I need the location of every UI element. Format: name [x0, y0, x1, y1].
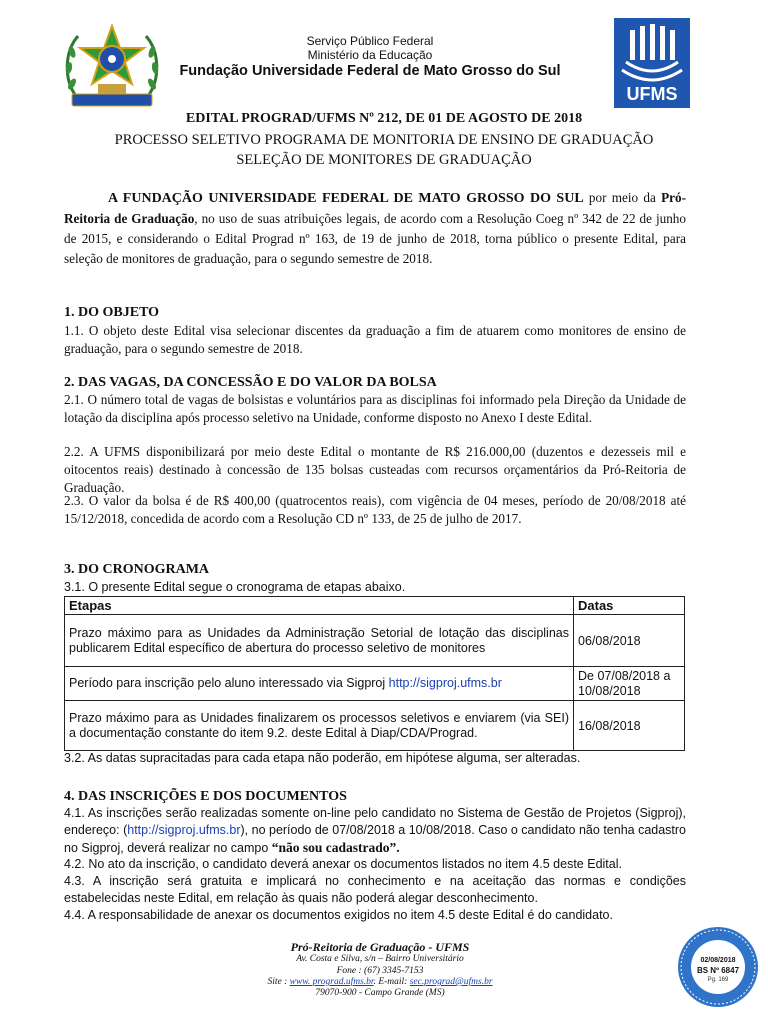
intro-text-1: por meio da: [583, 190, 662, 205]
edital-subtitle-1: PROCESSO SELETIVO PROGRAMA DE MONITORIA DE ENSINO DE GRADUAÇÃO: [114, 132, 654, 148]
table-cell-date: 06/08/2018: [574, 615, 685, 667]
section-2-heading: 2. DAS VAGAS, DA CONCESSÃO E DO VALOR DA BOLSA: [64, 375, 437, 390]
footer-site-link[interactable]: www. prograd.ufms.br: [289, 977, 374, 987]
table-header-row: [65, 597, 685, 615]
table-header-datas: Datas: [574, 597, 685, 615]
footer-email-label: . E-mail:: [373, 977, 410, 987]
section-4-p1: [64, 805, 686, 857]
section-3-heading: 3. DO CRONOGRAMA: [64, 562, 210, 577]
intro-paragraph: [64, 188, 686, 269]
ufms-logo: [612, 16, 692, 110]
table-cell-stage: [65, 667, 574, 701]
section-4-p3: 4.3. A inscrição será gratuita e implicará no conhecimento e na aceitação das normas e condições estabelecidas neste Edital, em relação às quais não poderá alegar desconhecimento.: [64, 874, 686, 905]
edital-subtitle-2: SELEÇÃO DE MONITORES DE GRADUAÇÃO: [236, 152, 532, 168]
table-cell-stage: Prazo máximo para as Unidades da Administração Setorial de lotação das disciplinas publicarem Edital específico de abertura do processo seletivo de monitores: [65, 615, 574, 667]
cronograma-table: [64, 596, 685, 751]
sigproj-link[interactable]: http://sigproj.ufms.br: [127, 823, 241, 837]
table-cell-date: De 07/08/2018 a 10/08/2018: [574, 667, 685, 701]
intro-bold-prograd: Pró-Reitoria de Graduação: [64, 190, 686, 226]
edital-title: EDITAL PROGRAD/UFMS Nº 212, DE 01 DE AGOSTO DE 2018: [185, 111, 583, 126]
table-row: [65, 701, 685, 751]
stamp-bs: BS Nº 6847: [696, 966, 740, 975]
section-3-p1: 3.1. O presente Edital segue o cronograma de etapas abaixo.: [64, 580, 406, 594]
section-4-p2: 4.2. No ato da inscrição, o candidato deverá anexar os documentos listados no item 4.5 deste Edital.: [64, 857, 622, 871]
section-4-p1-text-b: ), no período de 07/08/2018 a 10/08/2018. Caso o candidato não tenha cadastro no Sigproj, deverá realizar no campo: [64, 823, 687, 855]
header-ministry: Ministério da Educação: [307, 48, 433, 62]
section-1-heading: 1. DO OBJETO: [64, 305, 160, 320]
footer-cep: 79070-900 - Campo Grande (MS): [315, 988, 445, 998]
table-header-etapas: Etapas: [65, 597, 574, 615]
section-2-p2: 2.2. A UFMS disponibilizará por meio deste Edital o montante de R$ 216.000,00 (duzentos e dezesseis mil e oitocentos reais) destinado à concessão de 135 bolsas custeadas com recursos orçamentários da Pró-Reitoria de Graduação.: [64, 444, 686, 495]
ufms-logo-text: UFMS: [626, 84, 678, 104]
section-2-p3: 2.3. O valor da bolsa é de R$ 400,00 (quatrocentos reais), com vigência de 04 meses, período de 20/08/2018 até 15/12/2018, concedida de acordo com a Resolução CD nº 133, de 25 de julho de 2017.: [64, 493, 686, 526]
footer-contact: [230, 977, 530, 987]
table-cell-date: 16/08/2018: [574, 701, 685, 751]
table-row: [65, 667, 685, 701]
intro-text-2: , no uso de suas atribuições legais, de acordo com a Resolução Coeg nº 342 de 22 de junho de 2015, e considerando o Edital Prograd nº 163, de 19 de junho de 2018, torna público o presente Edital, para seleção de monitores de graduação, para o segundo semestre de 2018.: [64, 211, 686, 266]
stamp-page: Pg. 169: [707, 977, 729, 983]
header-service: Serviço Público Federal: [306, 34, 434, 48]
section-2-p1: 2.1. O número total de vagas de bolsistas e voluntários para as disciplinas foi informado pela Direção da Unidade de lotação da disciplina após processo seletivo na Unidade, conforme disposto no Anexo I deste Edital.: [64, 392, 686, 425]
footer-site-label: Site :: [267, 977, 290, 987]
footer-address: Av. Costa e Silva, s/n – Bairro Universitário: [296, 954, 464, 964]
table-row: [65, 615, 685, 667]
footer-phone: Fone : (67) 3345-7153: [336, 966, 424, 976]
section-4-heading: 4. DAS INSCRIÇÕES E DOS DOCUMENTOS: [64, 789, 347, 804]
section-4-p4: 4.4. A responsabilidade de anexar os documentos exigidos no item 4.5 deste Edital é do candidato.: [64, 908, 613, 922]
sigproj-link[interactable]: http://sigproj.ufms.br: [388, 676, 502, 690]
bulletin-stamp: [676, 925, 760, 1009]
footer-email-link[interactable]: sec.prograd@ufms.br: [409, 977, 493, 987]
section-3-p2: 3.2. As datas supracitadas para cada etapa não poderão, em hipótese alguma, ser alteradas.: [64, 751, 581, 765]
table-cell-stage: Prazo máximo para as Unidades finalizarem os processos seletivos e enviarem (via SEI) a documentação constante do item 9.2. deste Edital à Diap/CDA/Prograd.: [65, 701, 574, 751]
footer-title: Pró-Reitoria de Graduação - UFMS: [290, 940, 470, 954]
section-4-p1-bold: “não sou cadastrado”.: [271, 840, 400, 855]
header-foundation: Fundação Universidade Federal de Mato Grosso do Sul: [179, 63, 561, 79]
stamp-date: 02/08/2018: [700, 957, 736, 964]
intro-bold-ufms: A FUNDAÇÃO UNIVERSIDADE FEDERAL DE MATO GROSSO DO SUL: [108, 191, 584, 206]
section-4-p1-text-a: 4.1. As inscrições serão realizadas somente on-line pelo candidato no Sistema de Gestão de Projetos (Sigproj), endereço: (: [64, 806, 686, 837]
stage-text: Período para inscrição pelo aluno interessado via Sigproj: [69, 676, 389, 690]
section-1-p1: 1.1. O objeto deste Edital visa selecionar discentes da graduação a fim de atuarem como monitores de ensino de graduação, para o segundo semestre de 2018.: [64, 323, 686, 356]
